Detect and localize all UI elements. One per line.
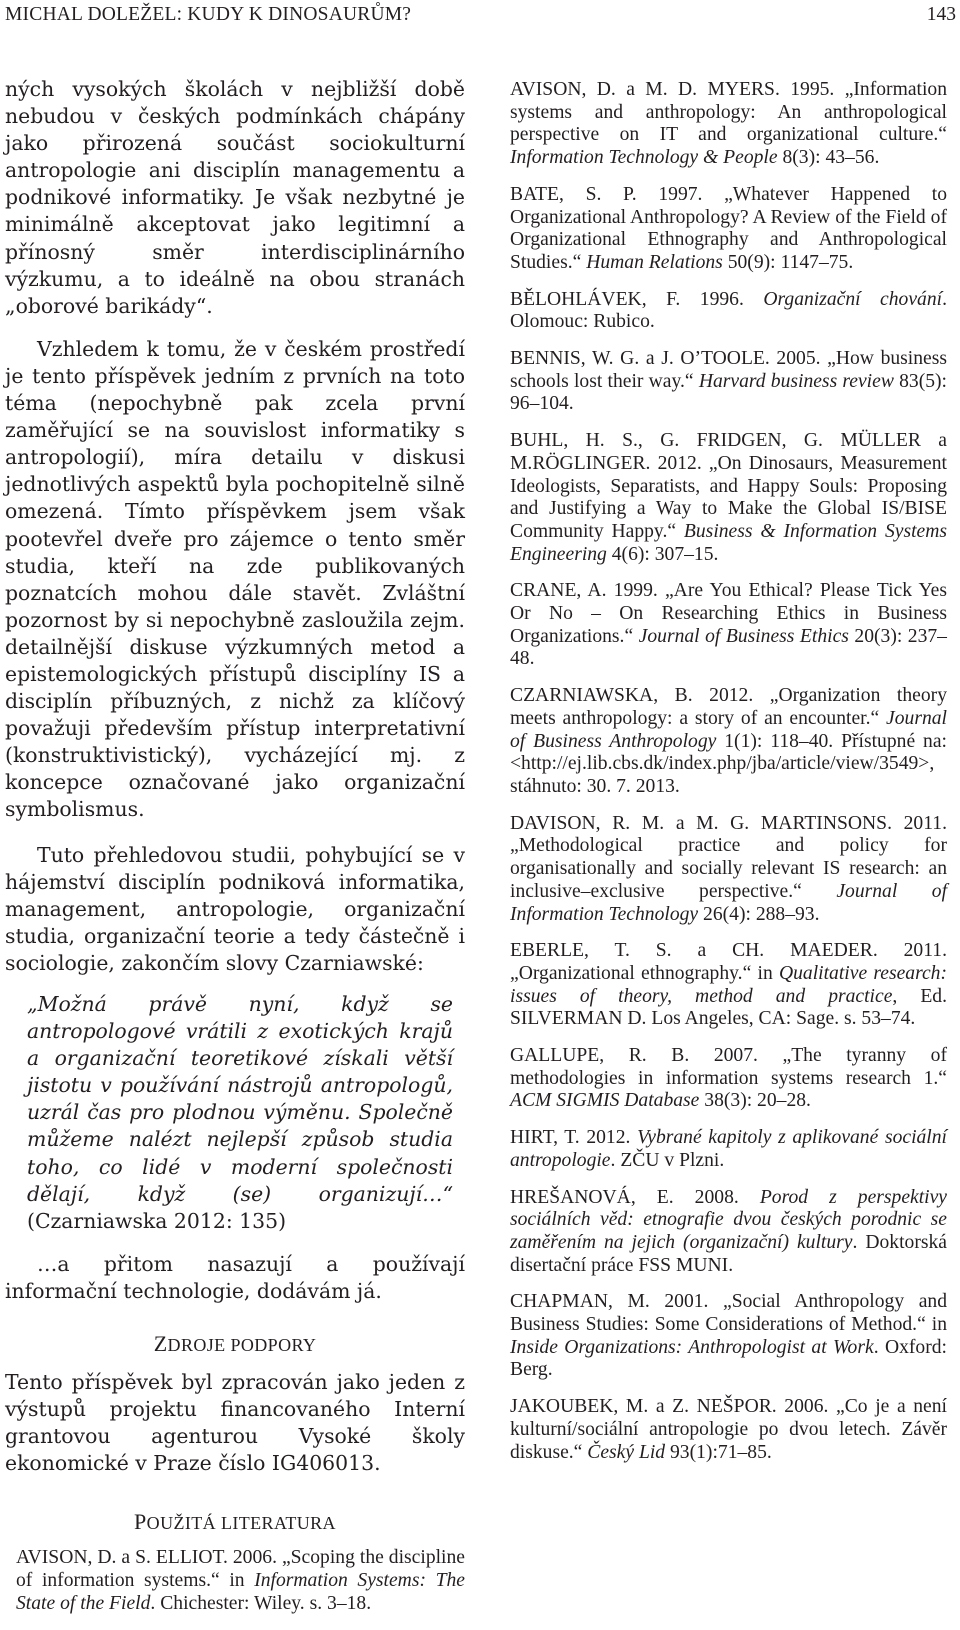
running-title: MICHAL DOLEŽEL: KUDY K DINOSAURŮM?: [5, 4, 412, 25]
reference-entry: BĚLOHLÁVEK, F. 1996. Organizační chování. Olomouc: Rubico.: [510, 288, 947, 333]
support-text: Tento příspěvek byl zpracován jako jeden z výstupů projektu financovaného Interní grantovou agenturou Vysoké školy ekonomické v Praze číslo IG406013.: [5, 1370, 465, 1476]
paragraph-closing: …a přitom nasazují a používají informační technologie, dodávám já.: [5, 1251, 465, 1303]
paragraph-continuation: ných vysokých školách v nejbližší době nebudou v českých podmínkách chápány jako přirozená součást sociokulturní antropologie ani disciplín managementu a podnikové informatiky. Je však nezbytné je minimálně akceptovat jako legitimní a přínosný směr interdisciplinárního výzkumu, a to ideálně na obou stranách „oborové barikády“.: [5, 77, 465, 318]
reference-entry: BENNIS, W. G. a J. O’TOOLE. 2005. „How business schools lost their way.“ Harvard business review 83(5): 96–104.: [510, 348, 947, 415]
block-quote: [27, 991, 453, 1235]
literature-heading: POUŽITÁ LITERATURA: [134, 1509, 336, 1535]
right-column: [510, 79, 947, 1478]
reference-entry: DAVISON, R. M. a M. G. MARTINSONS. 2011. „Methodological practice and policy for organisationally and socially relevant IS research: an inclusive–exclusive perspective.“ Journal of Information Technology 26(4): 288–93.: [510, 812, 948, 925]
paragraph-conclusion: Tuto přehledovou studii, pohybující se v hájemství disciplín podniková informatika, management, antropologie, organizační studia, organizační teorie a tedy částečně i sociologie, zakončím slovy Czarniawské:: [5, 842, 465, 975]
paragraph-discussion: Vzhledem k tomu, že v českém prostředí je tento příspěvek jedním z prvních na toto téma (nepochybně pak zcela první zaměřující se na souvislost informatiky s antropologií), míra detailu v diskusi jednotlivých aspektů byla pochopitelně silně omezená. Tímto příspěvkem jsem však pootevřel dveře pro zájemce o tento směr studia, kteří na zde publikovaných poznatcích mohou dále stavět. Zvláštní pozornost by si nepochybně zasloužila zejm. detailnější diskuse výzkumných metod a epistemologických přístupů disciplíny IS a disciplín příbuzných, z nichž za klíčový považuji především přístup interpretativní (konstruktivistický), vycházející mj. z koncepce označované jako organizační symbolismus.: [5, 336, 465, 822]
reference-entry: HREŠANOVÁ, E. 2008. Porod z perspektivy sociálních věd: etnografie dvou českých porodnic se zaměřením na jejich (organizační) kultury. Doktorská disertační práce FSS MUNI.: [510, 1186, 947, 1276]
reference-entry: GALLUPE, R. B. 2007. „The tyranny of methodologies in information systems research 1.“ ACM SIGMIS Database 38(3): 20–28.: [510, 1045, 947, 1112]
quote-text: „Možná právě nyní, když se antropologové vrátili z exotických krajů a organizační teoretikové získali větší jistotu v používání nástrojů antropologů, uzrál čas pro plodnou výměnu. Společně můžeme nalézt nejlepší způsob studia toho, co lidé v moderní společnosti dělají, když (se) organizují…“: [27, 992, 453, 1206]
reference-entry: CRANE, A. 1999. „Are You Ethical? Please Tick Yes Or No – On Researching Ethics in Business Organizations.“ Journal of Business Ethics 20(3): 237–48.: [510, 580, 947, 670]
quote-citation: (Czarniawska 2012: 135): [27, 1208, 287, 1233]
reference-entry: BUHL, H. S., G. FRIDGEN, G. MÜLLER a M.RÖGLINGER. 2012. „On Dinosaurs, Measurement Ideologists, Separatists, and Happy Souls: Proposing and Justifying a Way to Make the Global IS/BISE Community Happy.“ Business & Information Systems Engineering 4(6): 307–15.: [510, 430, 947, 565]
page-number: 143: [926, 4, 956, 25]
support-heading: ZDROJE PODPORY: [153, 1331, 317, 1357]
left-column: [5, 76, 465, 1630]
reference-entry: EBERLE, T. S. a CH. MAEDER. 2011. „Organizational ethnography.“ in Qualitative research: issues of theory, method and practice, Ed. SILVERMAN D. Los Angeles, CA: Sage. s. 53–74.: [510, 940, 948, 1030]
reference-entry: AVISON, D. a M. D. MYERS. 1995. „Information systems and anthropology: An anthropological perspective on IT and organizational culture.“ Information Technology & People 8(3): 43–56.: [510, 79, 947, 169]
reference-entry: CZARNIAWSKA, B. 2012. „Organization theory meets anthropology: a story of an encounter.“ Journal of Business Anthropology 1(1): 118–40. Přístupné na: <http://ej.lib.cbs.dk/index.php/jba/article/view/3549>, stáhnuto: 30. 7. 2013.: [510, 685, 947, 797]
running-header: [0, 4, 956, 30]
reference-entry: JAKOUBEK, M. a Z. NEŠPOR. 2006. „Co je a není kulturní/sociální antropologie po dvou letech. Závěr diskuse.“ Český Lid 93(1):71–85.: [510, 1396, 947, 1463]
reference-entry: CHAPMAN, M. 2001. „Social Anthropology and Business Studies: Some Considerations of Method.“ in Inside Organizations: Anthropologist at Work. Oxford: Berg.: [510, 1291, 947, 1381]
reference-entry: AVISON, D. a S. ELLIOT. 2006. „Scoping the discipline of information systems.“ in Information Systems: The State of the Field. Chichester: Wiley. s. 3–18.: [16, 1547, 465, 1614]
reference-entry: BATE, S. P. 1997. „Whatever Happened to Organizational Anthropology? A Review of the Field of Organizational Ethnography and Anthropological Studies.“ Human Relations 50(9): 1147–75.: [510, 183, 947, 273]
reference-entry: HIRT, T. 2012. Vybrané kapitoly z aplikované sociální antropologie. ZČU v Plzni.: [510, 1127, 947, 1171]
